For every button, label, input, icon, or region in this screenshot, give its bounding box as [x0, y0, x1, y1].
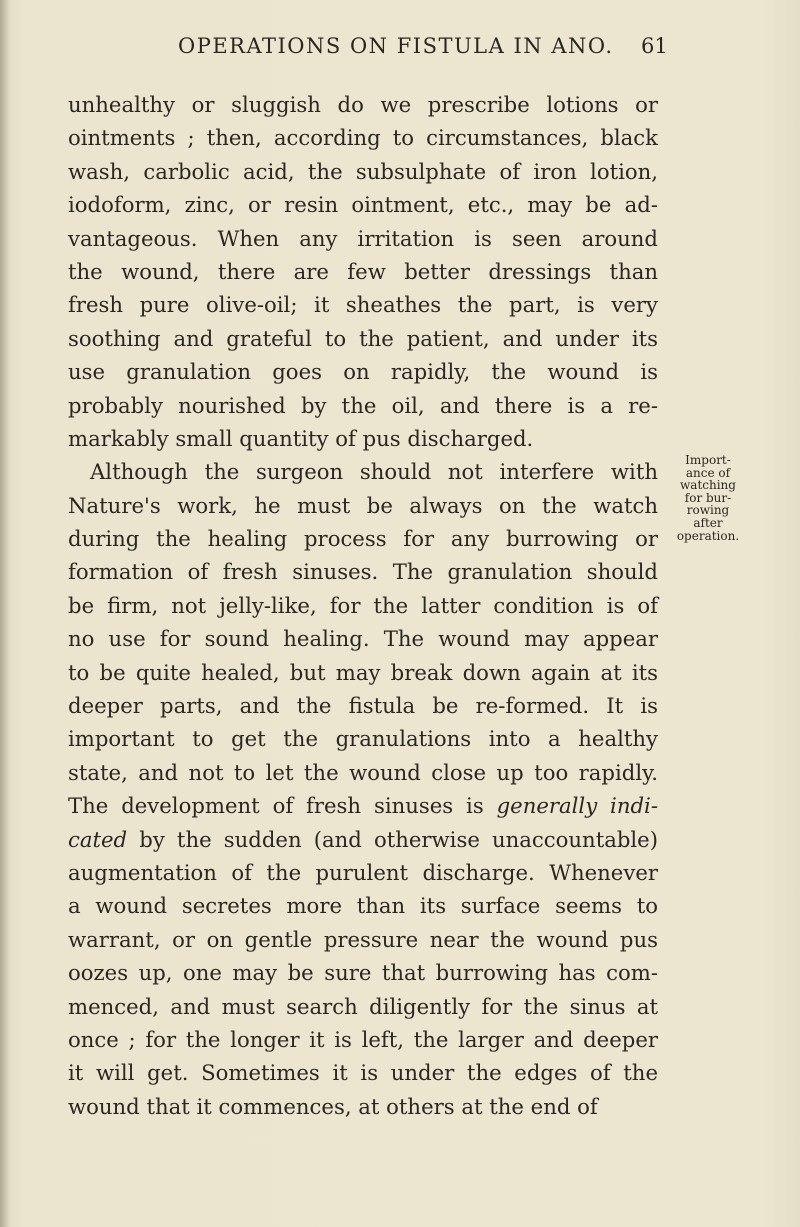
text-line: wash, carbolic acid, the subsulphate of iron lotion,	[68, 158, 658, 184]
text-line: to be quite healed, but may break down again at its	[68, 659, 658, 685]
text-line: it will get. Sometimes it is under the edges of the	[68, 1060, 658, 1086]
margin-note-line: Import-	[685, 453, 731, 467]
text-line: no use for sound healing. The wound may appear	[68, 626, 658, 652]
margin-note-line: watching	[680, 478, 736, 493]
text-line: fresh pure olive-oil; it sheathes the part, is very	[68, 292, 658, 318]
text-line: once ; for the longer it is left, the larger and deeper	[68, 1026, 658, 1052]
text-line: important to get the granulations into a healthy	[68, 726, 658, 752]
text-line-mixed	[68, 789, 658, 822]
margin-note	[666, 454, 750, 542]
text-line: Although the surgeon should not interfere with	[90, 459, 658, 485]
text-line: menced, and must search diligently for the sinus at	[68, 993, 658, 1019]
text-line: deeper parts, and the fistula be re-formed. It is	[68, 693, 658, 719]
text-line: use granulation goes on rapidly, the wound is	[68, 359, 658, 385]
text-line: a wound secretes more than its surface seems to	[68, 893, 658, 919]
text-line: formation of fresh sinuses. The granulation should	[68, 559, 658, 585]
page-binding-shadow	[0, 0, 10, 1227]
text-line: unhealthy or sluggish do we prescribe lotions or	[68, 92, 658, 117]
text-line: state, and not to let the wound close up too rapidly.	[68, 759, 658, 785]
text-line: ointments ; then, according to circumstances, black	[68, 125, 658, 151]
running-head	[0, 34, 800, 64]
text-line-mixed	[68, 823, 658, 856]
text-line: warrant, or on gentle pressure near the wound pus	[68, 926, 658, 952]
text-line: soothing and grateful to the patient, and under its	[68, 325, 658, 351]
page-number: 61	[641, 34, 668, 58]
body-text	[68, 88, 658, 1123]
text-line: the wound, there are few better dressings than	[68, 258, 658, 284]
text-line: Nature's work, he must be always on the watch	[68, 492, 658, 518]
text-line: probably nourished by the oil, and there is a re-	[68, 392, 658, 418]
margin-note-line: rowing	[686, 503, 730, 518]
text-line: iodoform, zinc, or resin ointment, etc., may be ad-	[68, 192, 658, 218]
text-span: by the sudden (and otherwise unaccountable)	[127, 826, 658, 852]
text-line: be firm, not jelly-like, for the latter condition is of	[68, 592, 658, 618]
margin-note-line: ance of	[685, 465, 731, 480]
italic-span: generally indi-	[496, 793, 658, 819]
running-title: OPERATIONS ON FISTULA IN ANO.	[178, 34, 614, 58]
margin-note-line: for bur-	[684, 490, 732, 505]
text-line: markably small quantity of pus discharged.	[68, 425, 534, 451]
text-span: The development of fresh sinuses is	[68, 793, 484, 819]
text-line: augmentation of the purulent discharge. Whenever	[68, 859, 658, 885]
italic-span: cated	[68, 826, 128, 852]
text-line: oozes up, one may be sure that burrowing has com-	[68, 960, 658, 986]
text-line: wound that it commences, at others at the end of	[68, 1093, 598, 1119]
margin-note-line: after	[693, 515, 723, 530]
margin-note-line: operation.	[676, 528, 740, 543]
text-line: vantageous. When any irritation is seen around	[68, 225, 658, 251]
text-line: during the healing process for any burrowing or	[68, 526, 658, 552]
